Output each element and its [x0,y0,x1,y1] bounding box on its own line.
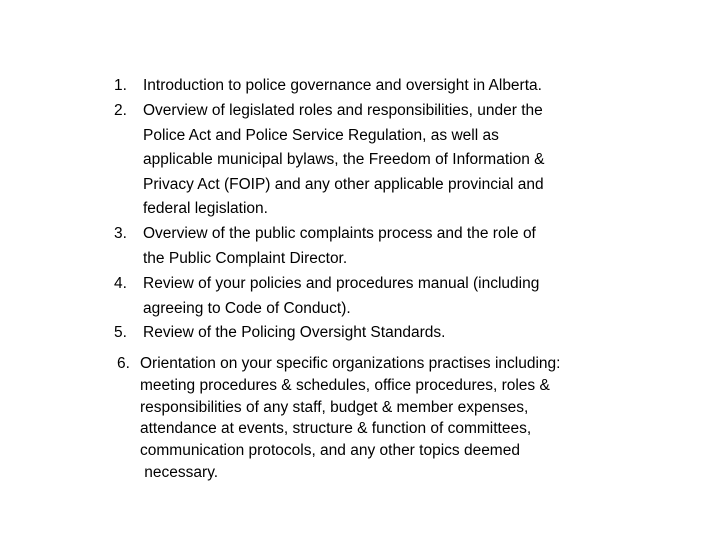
list-item-text: Orientation on your specific organizations practises including: meeting procedures & schedules, office procedures, roles & responsibilities of any staff, budget & member expenses, attendance at events, structure & function of committees, communication protocols, and any other topics deemed necessary. [140,355,561,481]
list-item-4 [114,272,539,321]
list-item-text: Overview of the public complaints process and the role of the Public Complaint Director. [143,225,536,267]
list-number: 4. [114,275,127,292]
list-item-5 [114,321,445,346]
list-number: 3. [114,225,127,242]
list-item-6 [117,353,560,484]
list-item-text: Review of the Policing Oversight Standards. [143,324,446,341]
list-item-text: Introduction to police governance and oversight in Alberta. [143,77,542,94]
list-item-1 [114,74,542,99]
list-number: 6. [117,355,130,372]
list-number: 2. [114,102,127,119]
list-item-text: Overview of legislated roles and responsibilities, under the Police Act and Police Service Regulation, as well as applicable municipal bylaws, the Freedom of Information & Privacy Act (FOIP) and any other applicable provincial and federal legislation. [143,102,545,218]
list-item-3 [114,222,536,271]
list-item-text: Review of your policies and procedures manual (including agreeing to Code of Conduct). [143,275,540,317]
list-item-2 [114,99,544,222]
list-number: 5. [114,324,127,341]
list-number: 1. [114,77,127,94]
